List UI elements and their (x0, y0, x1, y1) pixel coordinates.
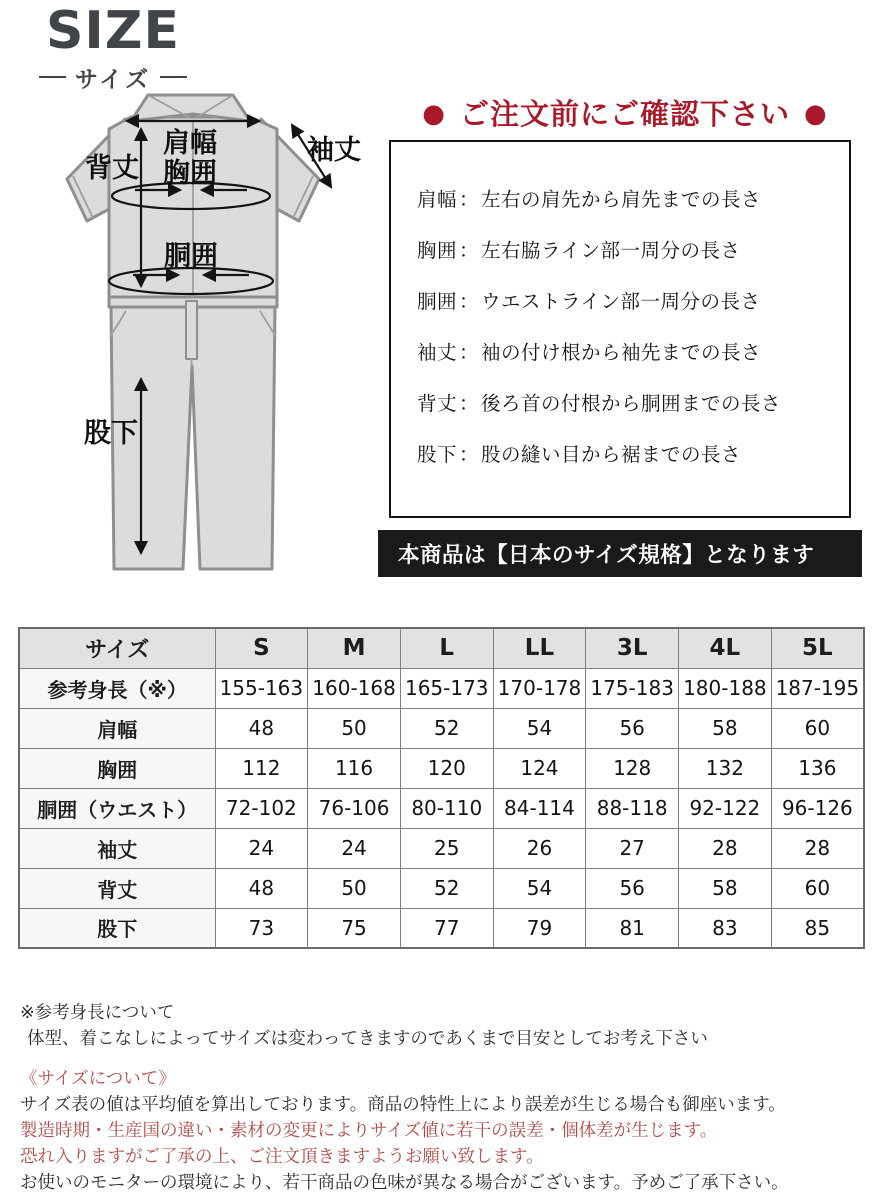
diagram-label-inseam: 股下 (84, 418, 138, 449)
size-table-cell: 187-195 (771, 668, 864, 708)
size-table-cell: 124 (493, 748, 586, 788)
size-table-cell: 76-106 (308, 788, 401, 828)
measurement-definitions-box (389, 140, 851, 518)
size-table-cell: 28 (771, 828, 864, 868)
size-table-cell: 56 (586, 708, 679, 748)
note-line: 恐れ入りますがご了承の上、ご注文頂きますようお願い致します。 (20, 1147, 544, 1167)
size-table-column-header: 3L (586, 628, 679, 668)
size-heading-ja: サイズ (74, 66, 152, 93)
size-table-cell: 75 (308, 908, 401, 948)
notes-section (20, 1000, 870, 1196)
definition-separator: ： (459, 391, 480, 415)
diagram-label-shoulder-width: 肩幅 (163, 128, 217, 159)
size-table (18, 627, 865, 949)
size-table-cell: 77 (400, 908, 493, 948)
size-table-cell: 52 (400, 868, 493, 908)
japan-size-notice-text: 本商品は【日本のサイズ規格】となります (398, 543, 815, 568)
diagram-label-chest: 胸囲 (163, 158, 217, 189)
definition-term: 胴囲 (417, 289, 458, 313)
size-table-cell: 120 (400, 748, 493, 788)
size-table-cell: 160-168 (308, 668, 401, 708)
size-table-cell: 54 (493, 708, 586, 748)
size-table-cell: 88-118 (586, 788, 679, 828)
note-line: 《サイズについて》 (20, 1069, 176, 1089)
note-line: 製造時期・生産国の違い・素材の変更によりサイズ値に若干の誤差・個体差が生じます。 (20, 1121, 718, 1141)
measurement-definition (391, 427, 849, 478)
size-table-cell: 60 (771, 708, 864, 748)
garment-diagram (35, 85, 380, 600)
diagram-label-back-length: 背丈 (85, 153, 139, 184)
definition-separator: ： (459, 442, 480, 466)
definition-term: 肩幅 (417, 187, 458, 211)
note-line: お使いのモニターの環境により、若干商品の色味が異なる場合がございます。予めご了承下さい。 (20, 1173, 789, 1193)
size-table-cell: 60 (771, 868, 864, 908)
definition-text: 袖の付け根から袖先までの長さ (481, 340, 762, 364)
note-line: サイズ表の値は平均値を算出しております。商品の特性上により誤差が生じる場合も御座います。 (20, 1095, 786, 1115)
size-table-cell: 81 (586, 908, 679, 948)
size-table-cell: 92-122 (679, 788, 772, 828)
size-table-cell: 52 (400, 708, 493, 748)
size-table-column-header: S (215, 628, 308, 668)
measurement-definition (391, 172, 849, 223)
size-table-row (19, 908, 864, 948)
size-table-row (19, 868, 864, 908)
note-line: ※参考身長について (20, 1003, 175, 1023)
size-table-header-row (19, 628, 864, 668)
size-heading (38, 1, 188, 94)
size-table-column-header: 5L (771, 628, 864, 668)
size-table-cell: 48 (215, 868, 308, 908)
size-table-cell: 83 (679, 908, 772, 948)
dash-line-right (160, 76, 187, 78)
diagram-label-sleeve-length: 袖丈 (307, 135, 361, 166)
size-table-cell: 80-110 (400, 788, 493, 828)
definition-text: 股の縫い目から裾までの長さ (481, 442, 742, 466)
size-table-cell: 132 (679, 748, 772, 788)
definition-separator: ： (459, 340, 480, 364)
size-table-cell: 50 (308, 868, 401, 908)
size-table-cell: 85 (771, 908, 864, 948)
size-table-cell: 72-102 (215, 788, 308, 828)
size-table-cell: 165-173 (400, 668, 493, 708)
size-table-row (19, 748, 864, 788)
size-table-cell: 48 (215, 708, 308, 748)
size-table-cell: 136 (771, 748, 864, 788)
measurement-definition (391, 223, 849, 274)
coverall-measurement-illustration (35, 85, 380, 600)
size-table-cell: 170-178 (493, 668, 586, 708)
definition-text: ウエストライン部一周分の長さ (481, 289, 761, 313)
size-table-cell: 54 (493, 868, 586, 908)
measurement-definition (391, 376, 849, 427)
definition-term: 袖丈 (417, 340, 458, 364)
size-table-row-label: 股下 (19, 908, 215, 948)
size-table-column-header: L (400, 628, 493, 668)
size-table-cell: 24 (308, 828, 401, 868)
size-table-row-label: 参考身長（※） (19, 668, 215, 708)
note-line: 体型、着こなしによってサイズは変わってきますのであくまで目安としてお考え下さい (27, 1029, 708, 1049)
size-table-row (19, 788, 864, 828)
size-table-cell: 25 (400, 828, 493, 868)
size-table-cell: 73 (215, 908, 308, 948)
size-table-cell: 84-114 (493, 788, 586, 828)
definition-term: 胸囲 (417, 238, 458, 262)
size-table-row (19, 708, 864, 748)
confirm-panel-title-text: ご注文前にご確認下さい (459, 97, 790, 131)
japan-size-notice-bar (378, 530, 862, 577)
size-table-cell: 50 (308, 708, 401, 748)
size-table-cell: 79 (493, 908, 586, 948)
size-table-cell: 58 (679, 868, 772, 908)
definition-text: 後ろ首の付根から胴囲までの長さ (481, 391, 782, 415)
measurement-definition (391, 325, 849, 376)
measurement-definition (391, 274, 849, 325)
definition-separator: ： (459, 238, 480, 262)
confirm-panel-title (388, 92, 862, 133)
definition-term: 股下 (417, 442, 458, 466)
size-table-column-header: LL (493, 628, 586, 668)
size-table-row-label: 肩幅 (19, 708, 215, 748)
definition-term: 背丈 (417, 391, 458, 415)
size-heading-en: SIZE (45, 1, 181, 61)
red-dot-icon: ● (804, 99, 828, 129)
dash-line-left (39, 76, 66, 78)
size-table-column-header: 4L (679, 628, 772, 668)
size-table-cell: 155-163 (215, 668, 308, 708)
size-table-cell: 28 (679, 828, 772, 868)
definition-separator: ： (459, 289, 480, 313)
size-table-cell: 112 (215, 748, 308, 788)
red-dot-icon: ● (422, 99, 446, 129)
definition-separator: ： (459, 187, 480, 211)
diagram-label-waist: 胴囲 (164, 241, 218, 272)
size-table-corner-cell: サイズ (19, 628, 215, 668)
size-table-column-header: M (308, 628, 401, 668)
size-table-cell: 27 (586, 828, 679, 868)
size-table-row (19, 668, 864, 708)
size-table-cell: 180-188 (679, 668, 772, 708)
size-table-cell: 116 (308, 748, 401, 788)
size-table-cell: 56 (586, 868, 679, 908)
size-table-row-label: 背丈 (19, 868, 215, 908)
definition-text: 左右脇ライン部一周分の長さ (481, 238, 741, 262)
size-table-row-label: 胴囲（ウエスト） (19, 788, 215, 828)
size-table-cell: 128 (586, 748, 679, 788)
size-table-cell: 26 (493, 828, 586, 868)
size-table-cell: 24 (215, 828, 308, 868)
size-table-row-label: 袖丈 (19, 828, 215, 868)
definition-text: 左右の肩先から肩先までの長さ (481, 187, 762, 211)
size-table-row (19, 828, 864, 868)
size-table-cell: 96-126 (771, 788, 864, 828)
size-table-cell: 175-183 (586, 668, 679, 708)
size-table-cell: 58 (679, 708, 772, 748)
size-table-row-label: 胸囲 (19, 748, 215, 788)
